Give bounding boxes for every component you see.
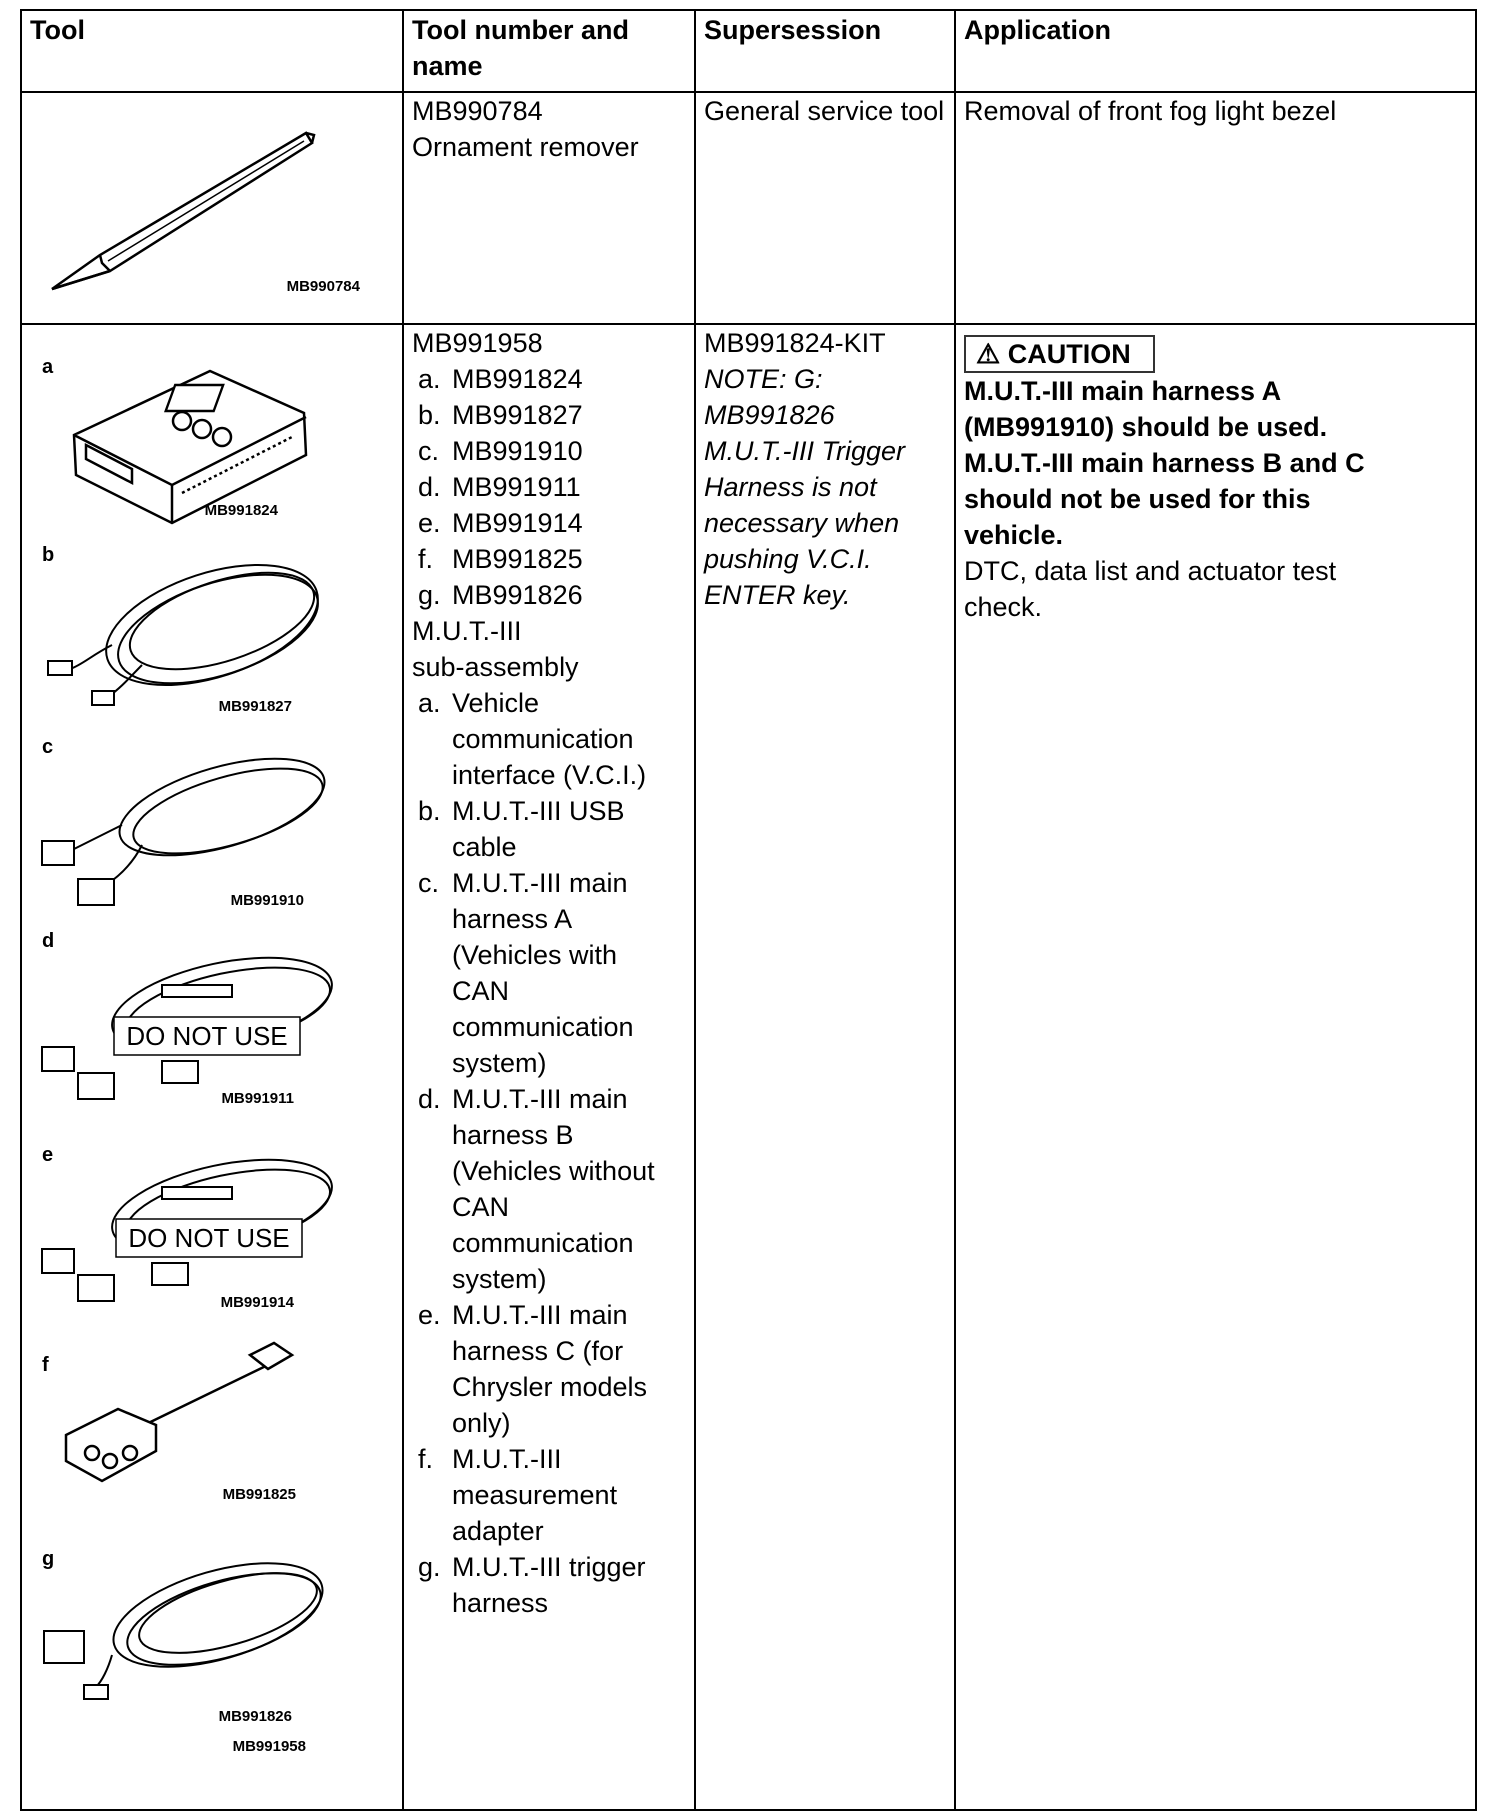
text-line: M.U.T.-III Trigger xyxy=(704,436,906,466)
list-letter: d. xyxy=(418,1084,441,1114)
text-line: M.U.T.-III main harness B and C xyxy=(964,448,1365,478)
image-letter: d xyxy=(42,930,55,952)
table-row xyxy=(21,324,1476,1810)
list-text xyxy=(452,1081,694,1297)
text-line: (MB991910) should be used. xyxy=(964,412,1328,442)
list-item xyxy=(412,397,694,433)
list-letter: f. xyxy=(418,544,434,574)
text-line: M.U.T.-III main harness A xyxy=(964,376,1282,406)
text-line: MB991826 xyxy=(704,400,835,430)
text-line: should not be used for this xyxy=(964,484,1311,514)
list-text-line: measurement xyxy=(452,1480,618,1510)
list-text-line: adapter xyxy=(452,1516,544,1546)
ornament-remover-illustration xyxy=(22,93,402,323)
list-text xyxy=(452,1441,694,1549)
list-text-line: harness xyxy=(452,1588,549,1618)
application-text: Removal of front fog light bezel xyxy=(964,96,1337,126)
image-letter: g xyxy=(42,1548,55,1570)
sub-assembly-title: sub-assembly xyxy=(412,652,579,682)
header-tool-number: Tool number and name xyxy=(403,10,695,92)
caution-text xyxy=(964,373,1475,553)
image-label: MB991911 xyxy=(221,1090,294,1107)
list-text: MB991826 xyxy=(452,580,583,610)
tool-image-cell xyxy=(21,92,403,324)
list-text-line: cable xyxy=(452,832,517,862)
list-item xyxy=(412,793,694,865)
header-tool: Tool xyxy=(21,10,403,92)
do-not-use-label: DO NOT USE xyxy=(126,1021,288,1051)
list-text: MB991914 xyxy=(452,508,583,538)
image-letter: c xyxy=(42,736,54,758)
supersession-note xyxy=(704,361,954,613)
tool-number-cell xyxy=(403,92,695,324)
usb-cable-icon xyxy=(48,542,333,709)
names-list xyxy=(412,685,694,1621)
tool-name: Ornament remover xyxy=(412,132,639,162)
list-text-line: harness C (for xyxy=(452,1336,624,1366)
parts-list xyxy=(412,361,694,613)
image-letter: a xyxy=(42,356,54,378)
application-text xyxy=(964,553,1475,625)
supersession-cell xyxy=(695,324,955,1810)
text-line: necessary when xyxy=(704,508,900,538)
list-item xyxy=(412,577,694,613)
list-text-line: system) xyxy=(452,1048,547,1078)
sub-assembly-title: M.U.T.-III xyxy=(412,616,522,646)
text-line: Harness is not xyxy=(704,472,877,502)
list-item xyxy=(412,469,694,505)
list-letter: d. xyxy=(418,472,441,502)
table-header-row xyxy=(21,10,1476,92)
list-text-line: harness B xyxy=(452,1120,574,1150)
list-text: MB991911 xyxy=(452,472,581,502)
list-text-line: CAN xyxy=(452,976,510,1006)
list-text xyxy=(452,1297,694,1441)
ornament-remover-icon xyxy=(52,133,314,289)
list-text-line: CAN xyxy=(452,1192,510,1222)
list-text-line: communication xyxy=(452,1012,634,1042)
list-letter: g. xyxy=(418,580,441,610)
list-text-line: system) xyxy=(452,1264,547,1294)
application-cell xyxy=(955,92,1476,324)
list-text-line: M.U.T.-III xyxy=(452,1444,562,1474)
list-text xyxy=(452,1549,694,1621)
list-letter: e. xyxy=(418,1300,441,1330)
list-text-line: M.U.T.-III main xyxy=(452,1084,628,1114)
list-letter: c. xyxy=(418,436,440,466)
list-text-line: communication xyxy=(452,1228,634,1258)
list-item xyxy=(412,1297,694,1441)
list-item xyxy=(412,1081,694,1297)
list-letter: g. xyxy=(418,1552,441,1582)
list-item xyxy=(412,1441,694,1549)
image-label: MB991827 xyxy=(218,698,292,715)
tool-image-cell xyxy=(21,324,403,1810)
tool-number: MB991958 xyxy=(412,328,543,358)
list-item xyxy=(412,865,694,1081)
list-letter: a. xyxy=(418,364,441,394)
warning-triangle-icon: ⚠ xyxy=(976,339,1001,369)
do-not-use-label: DO NOT USE xyxy=(128,1223,290,1253)
image-letter: e xyxy=(42,1144,54,1166)
list-text xyxy=(452,793,694,865)
header-supersession: Supersession xyxy=(695,10,955,92)
main-harness-a-icon xyxy=(42,739,335,905)
list-text-line: only) xyxy=(452,1408,511,1438)
image-label: MB991824 xyxy=(204,502,278,519)
supersession-text: General service tool xyxy=(704,96,945,126)
measurement-adapter-icon xyxy=(66,1343,292,1481)
table-row xyxy=(21,92,1476,324)
text-line: ENTER key. xyxy=(704,580,851,610)
image-letter: f xyxy=(42,1354,49,1376)
image-label: MB990784 xyxy=(286,278,360,295)
list-item xyxy=(412,505,694,541)
caution-box xyxy=(964,335,1155,373)
list-letter: b. xyxy=(418,796,441,826)
list-text-line: M.U.T.-III USB xyxy=(452,796,625,826)
tool-number-cell xyxy=(403,324,695,1810)
list-item xyxy=(412,433,694,469)
list-text-line: (Vehicles without xyxy=(452,1156,655,1186)
list-text-line: (Vehicles with xyxy=(452,940,618,970)
list-item xyxy=(412,541,694,577)
trigger-harness-icon xyxy=(44,1543,334,1699)
list-text-line: Chrysler models xyxy=(452,1372,648,1402)
list-text: MB991825 xyxy=(452,544,583,574)
list-text-line: communication xyxy=(452,724,634,754)
caution-title: CAUTION xyxy=(1007,339,1131,369)
tool-number: MB990784 xyxy=(412,96,543,126)
list-text-line: Vehicle xyxy=(452,688,540,718)
list-text xyxy=(452,865,694,1081)
list-item xyxy=(412,361,694,397)
list-text-line: M.U.T.-III trigger xyxy=(452,1552,646,1582)
list-text: MB991910 xyxy=(452,436,583,466)
image-label: MB991826 xyxy=(218,1708,292,1725)
mut-iii-illustrations xyxy=(22,325,402,1809)
application-cell xyxy=(955,324,1476,1810)
list-letter: b. xyxy=(418,400,441,430)
text-line: vehicle. xyxy=(964,520,1064,550)
list-item xyxy=(412,1549,694,1621)
kit-label: MB991958 xyxy=(232,1738,306,1755)
list-letter: a. xyxy=(418,688,441,718)
special-tools-table xyxy=(20,9,1477,1811)
vci-device-icon xyxy=(74,371,306,523)
text-line: DTC, data list and actuator test xyxy=(964,556,1337,586)
supersession-text: MB991824-KIT xyxy=(704,328,886,358)
list-letter: e. xyxy=(418,508,441,538)
list-text-line: interface (V.C.I.) xyxy=(452,760,647,790)
image-label: MB991910 xyxy=(230,892,304,909)
text-line: pushing V.C.I. xyxy=(704,544,872,574)
image-label: MB991914 xyxy=(220,1294,294,1311)
list-text-line: M.U.T.-III main xyxy=(452,868,628,898)
list-letter: c. xyxy=(418,868,440,898)
list-text-line: harness A xyxy=(452,904,573,934)
list-text xyxy=(452,685,694,793)
image-letter: b xyxy=(42,544,55,566)
image-label: MB991825 xyxy=(222,1486,296,1503)
text-line: NOTE: G: xyxy=(704,364,823,394)
list-item xyxy=(412,685,694,793)
list-text: MB991827 xyxy=(452,400,583,430)
list-text-line: M.U.T.-III main xyxy=(452,1300,628,1330)
supersession-cell xyxy=(695,92,955,324)
list-letter: f. xyxy=(418,1444,434,1474)
header-application: Application xyxy=(955,10,1476,92)
text-line: check. xyxy=(964,592,1043,622)
list-text: MB991824 xyxy=(452,364,583,394)
